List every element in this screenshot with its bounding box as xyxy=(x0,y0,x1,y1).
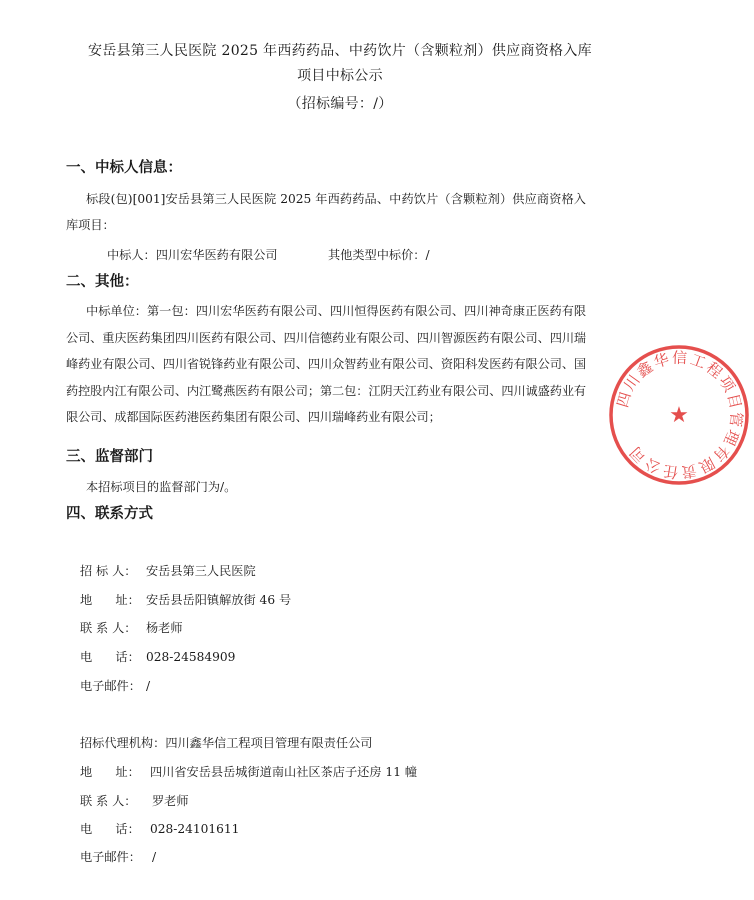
agency-email-row xyxy=(80,849,156,866)
agency-address-value: 四川省安岳县岳城街道南山社区茶店子还房 11 幢 xyxy=(150,765,418,779)
tenderer-email-label: 电子邮件： xyxy=(80,679,141,693)
agency-phone-value: 028-24101611 xyxy=(150,822,240,836)
tenderer-email-value: / xyxy=(146,679,151,693)
tenderer-row xyxy=(80,563,256,580)
agency-contact-value: 罗老师 xyxy=(152,794,189,808)
agency-phone-label: 电 话： xyxy=(80,822,140,836)
tenderer-label: 招 标 人： xyxy=(80,564,137,578)
seal-star-icon: ★ xyxy=(669,403,689,428)
section3-heading: 三、监督部门 xyxy=(66,449,153,465)
price-value: / xyxy=(425,248,430,262)
agency-email-label: 电子邮件： xyxy=(80,850,141,864)
winner-row xyxy=(107,247,278,264)
agency-phone-row xyxy=(80,821,239,838)
tenderer-address-label: 地 址： xyxy=(80,593,140,607)
agency-email-value: / xyxy=(152,850,157,864)
tenderer-email-row xyxy=(80,678,150,695)
tenderer-phone-value: 028-24584909 xyxy=(146,650,236,664)
doc-title-line1: 安岳县第三人民医院 2025 年西药药品、中药饮片（含颗粒剂）供应商资格入库 xyxy=(88,43,592,59)
winner-label: 中标人： xyxy=(107,248,156,262)
company-seal xyxy=(604,340,754,490)
agency-address-label: 地 址： xyxy=(80,765,140,779)
tenderer-value: 安岳县第三人民医院 xyxy=(146,564,256,578)
agency-value: 四川鑫华信工程项目管理有限责任公司 xyxy=(165,736,373,750)
price-row xyxy=(328,247,430,264)
lot-text: 标段(包)[001]安岳县第三人民医院 2025 年西药药品、中药饮片（含颗粒剂）供应商资格入库项目： xyxy=(66,192,586,232)
agency-row xyxy=(80,735,373,752)
supervision-text: 本招标项目的监督部门为/。 xyxy=(86,480,237,494)
doc-title-line2: 项目中标公示 xyxy=(297,68,383,84)
tenderer-phone-label: 电 话： xyxy=(80,650,140,664)
section1-heading: 一、中标人信息： xyxy=(66,160,182,176)
agency-address-row xyxy=(80,764,417,781)
tenderer-contact-row xyxy=(80,620,183,637)
winning-units-text: 中标单位：第一包：四川宏华医药有限公司、四川恒得医药有限公司、四川神奇康正医药有限公司、重庆医药集团四川医药有限公司、四川信德药业有限公司、四川智源医药有限公司、四川瑞峰药业有限公司、四川省锐锋药业有限公司、四川众智药业有限公司、资阳科发医药有限公司、国药控股内江有限公司、内江鹭燕医药有限公司；第二包：江阴天江药业有限公司、四川诚盛药业有限公司、成都国际医药港医药集团有限公司、四川瑞峰药业有限公司； xyxy=(66,304,586,424)
tenderer-contact-value: 杨老师 xyxy=(146,621,183,635)
winner-value: 四川宏华医药有限公司 xyxy=(155,248,278,262)
agency-contact-row xyxy=(80,793,189,810)
agency-label: 招标代理机构： xyxy=(80,736,166,750)
tenderer-address-row xyxy=(80,592,291,609)
tender-number: （招标编号：/） xyxy=(287,96,393,112)
section4-heading: 四、联系方式 xyxy=(66,506,153,522)
agency-contact-label: 联 系 人： xyxy=(80,794,137,808)
section2-heading: 二、其他： xyxy=(66,274,139,290)
tenderer-address-value: 安岳县岳阳镇解放街 46 号 xyxy=(146,593,292,607)
price-label: 其他类型中标价： xyxy=(328,248,426,262)
seal-text: 四川鑫华信工程项目管理有限责任公司 xyxy=(613,348,746,482)
tenderer-phone-row xyxy=(80,649,235,666)
tenderer-contact-label: 联 系 人： xyxy=(80,621,137,635)
